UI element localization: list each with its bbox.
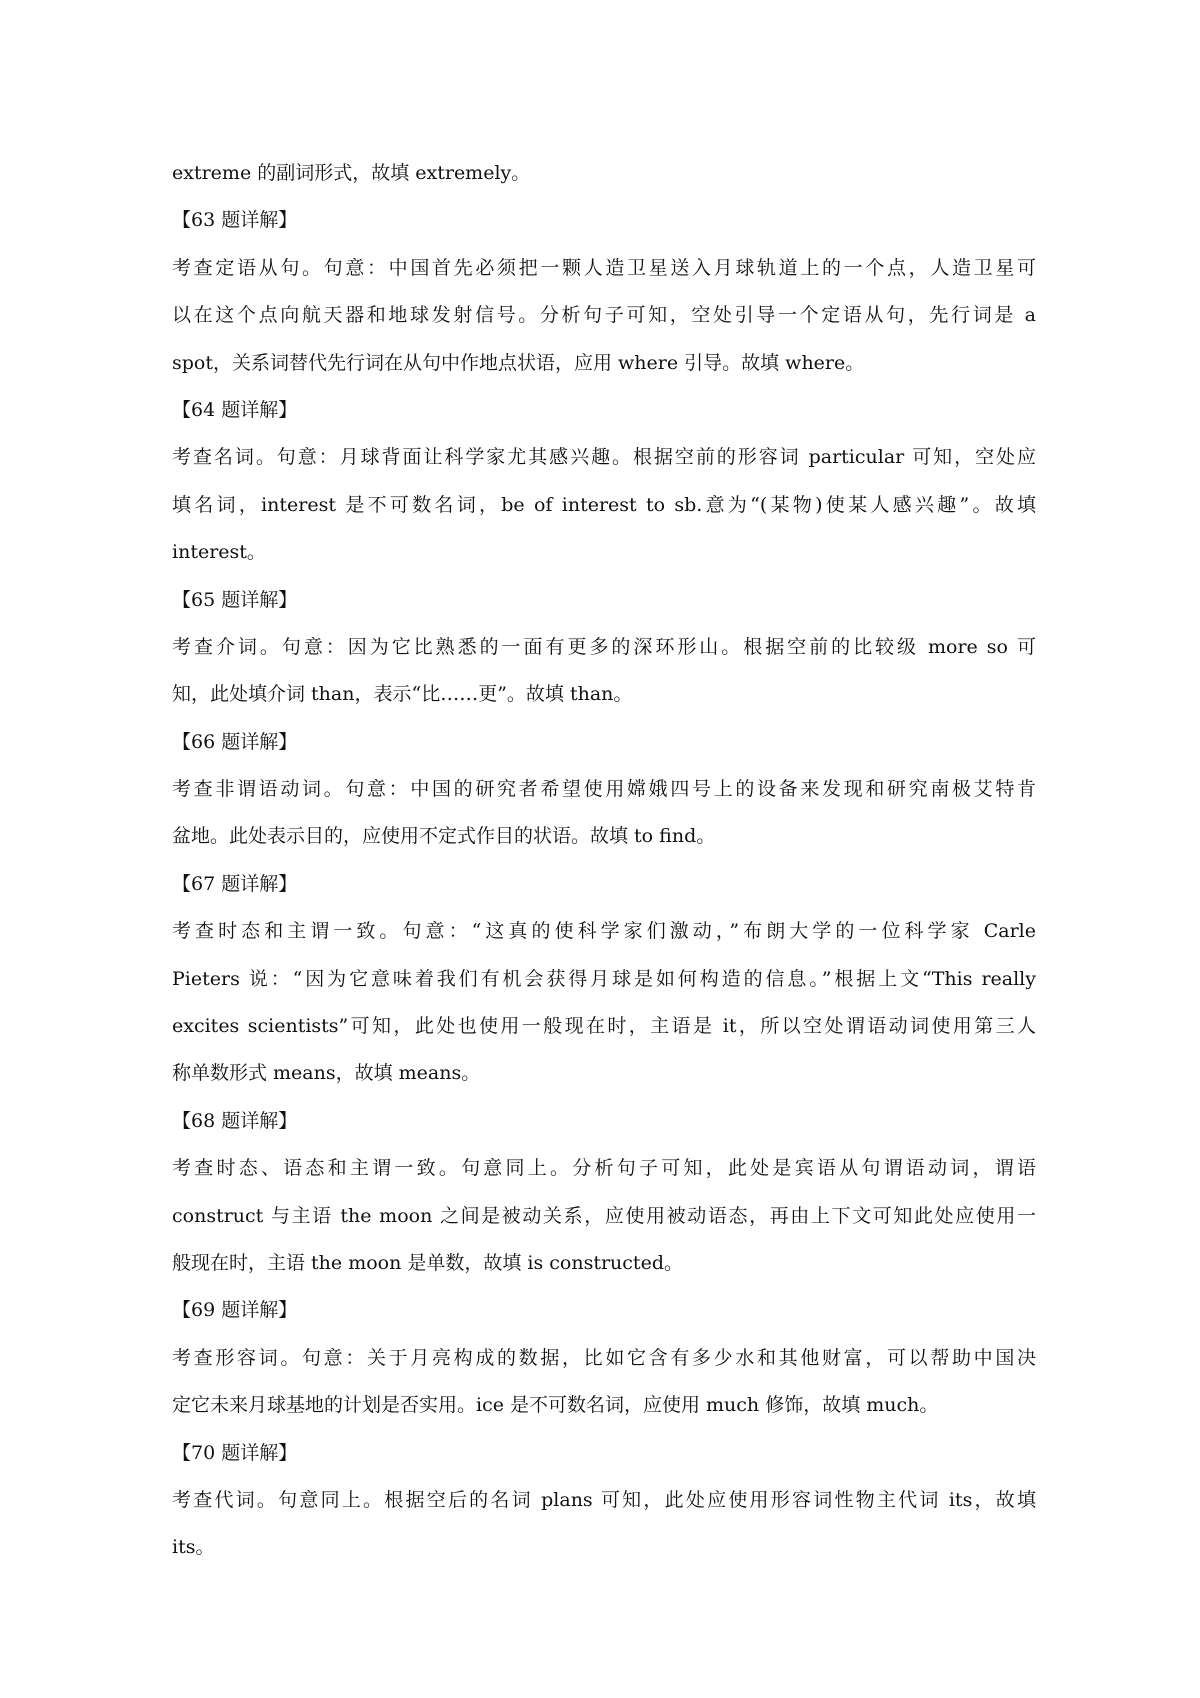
section-heading-68: 【68 题详解】 (172, 1109, 298, 1132)
paragraph-line: 知，此处填介词 than，表示“比……更”。故填 than。 (172, 683, 633, 706)
paragraph-line: 称单数形式 means，故填 means。 (172, 1062, 481, 1085)
section-heading-67: 【67 题详解】 (172, 872, 298, 895)
paragraph-line: 填名词，interest 是不可数名词，be of interest to sb.意为“(某物)使某人感兴趣”。故填 (172, 493, 1036, 516)
paragraph-line: 考查时态和主谓一致。句意：“这真的使科学家们激动，”布朗大学的一位科学家 Carle (172, 920, 1036, 943)
paragraph-line: construct 与主语 the moon 之间是被动关系，应使用被动语态，再由上下文可知此处应使用一 (172, 1204, 1036, 1227)
section-heading-65: 【65 题详解】 (172, 588, 298, 611)
paragraph-line: 考查定语从句。句意：中国首先必须把一颗人造卫星送入月球轨道上的一个点，人造卫星可 (172, 256, 1036, 279)
paragraph-line: excites scientists”可知，此处也使用一般现在时，主语是 it，所以空处谓语动词使用第三人 (172, 1015, 1036, 1038)
paragraph-line: 定它未来月球基地的计划是否实用。ice 是不可数名词，应使用 much 修饰，故填 much。 (172, 1394, 939, 1417)
paragraph-line: 考查介词。句意：因为它比熟悉的一面有更多的深环形山。根据空前的比较级 more so 可 (172, 635, 1036, 658)
paragraph-line: its。 (172, 1536, 215, 1559)
paragraph-line: 考查形容词。句意：关于月亮构成的数据，比如它含有多少水和其他财富，可以帮助中国决 (172, 1346, 1036, 1369)
paragraph-line: 考查名词。句意：月球背面让科学家尤其感兴趣。根据空前的形容词 particular 可知，空处应 (172, 446, 1036, 469)
document-page (172, 150, 1036, 1572)
section-heading-64: 【64 题详解】 (172, 398, 298, 421)
paragraph-line: interest。 (172, 541, 266, 564)
section-heading-70: 【70 题详解】 (172, 1441, 298, 1464)
paragraph-line: 考查时态、语态和主谓一致。句意同上。分析句子可知，此处是宾语从句谓语动词，谓语 (172, 1157, 1036, 1180)
section-heading-69: 【69 题详解】 (172, 1299, 298, 1322)
section-heading-63: 【63 题详解】 (172, 209, 298, 232)
paragraph-line: spot，关系词替代先行词在从句中作地点状语，应用 where 引导。故填 where。 (172, 351, 865, 374)
paragraph-line: 盆地。此处表示目的，应使用不定式作目的状语。故填 to find。 (172, 825, 716, 848)
paragraph-line: 考查非谓语动词。句意：中国的研究者希望使用嫦娥四号上的设备来发现和研究南极艾特肯 (172, 778, 1036, 801)
paragraph-line: 考查代词。句意同上。根据空后的名词 plans 可知，此处应使用形容词性物主代词 its，故填 (172, 1488, 1036, 1511)
paragraph-line: 般现在时，主语 the moon 是单数，故填 is constructed。 (172, 1251, 683, 1274)
paragraph-line: 以在这个点向航天器和地球发射信号。分析句子可知，空处引导一个定语从句，先行词是 a (172, 304, 1036, 327)
paragraph-line: Pieters 说：“因为它意味着我们有机会获得月球是如何构造的信息。”根据上文“This really (172, 967, 1036, 990)
section-heading-66: 【66 题详解】 (172, 730, 298, 753)
intro-line: extreme 的副词形式，故填 extremely。 (172, 162, 531, 184)
